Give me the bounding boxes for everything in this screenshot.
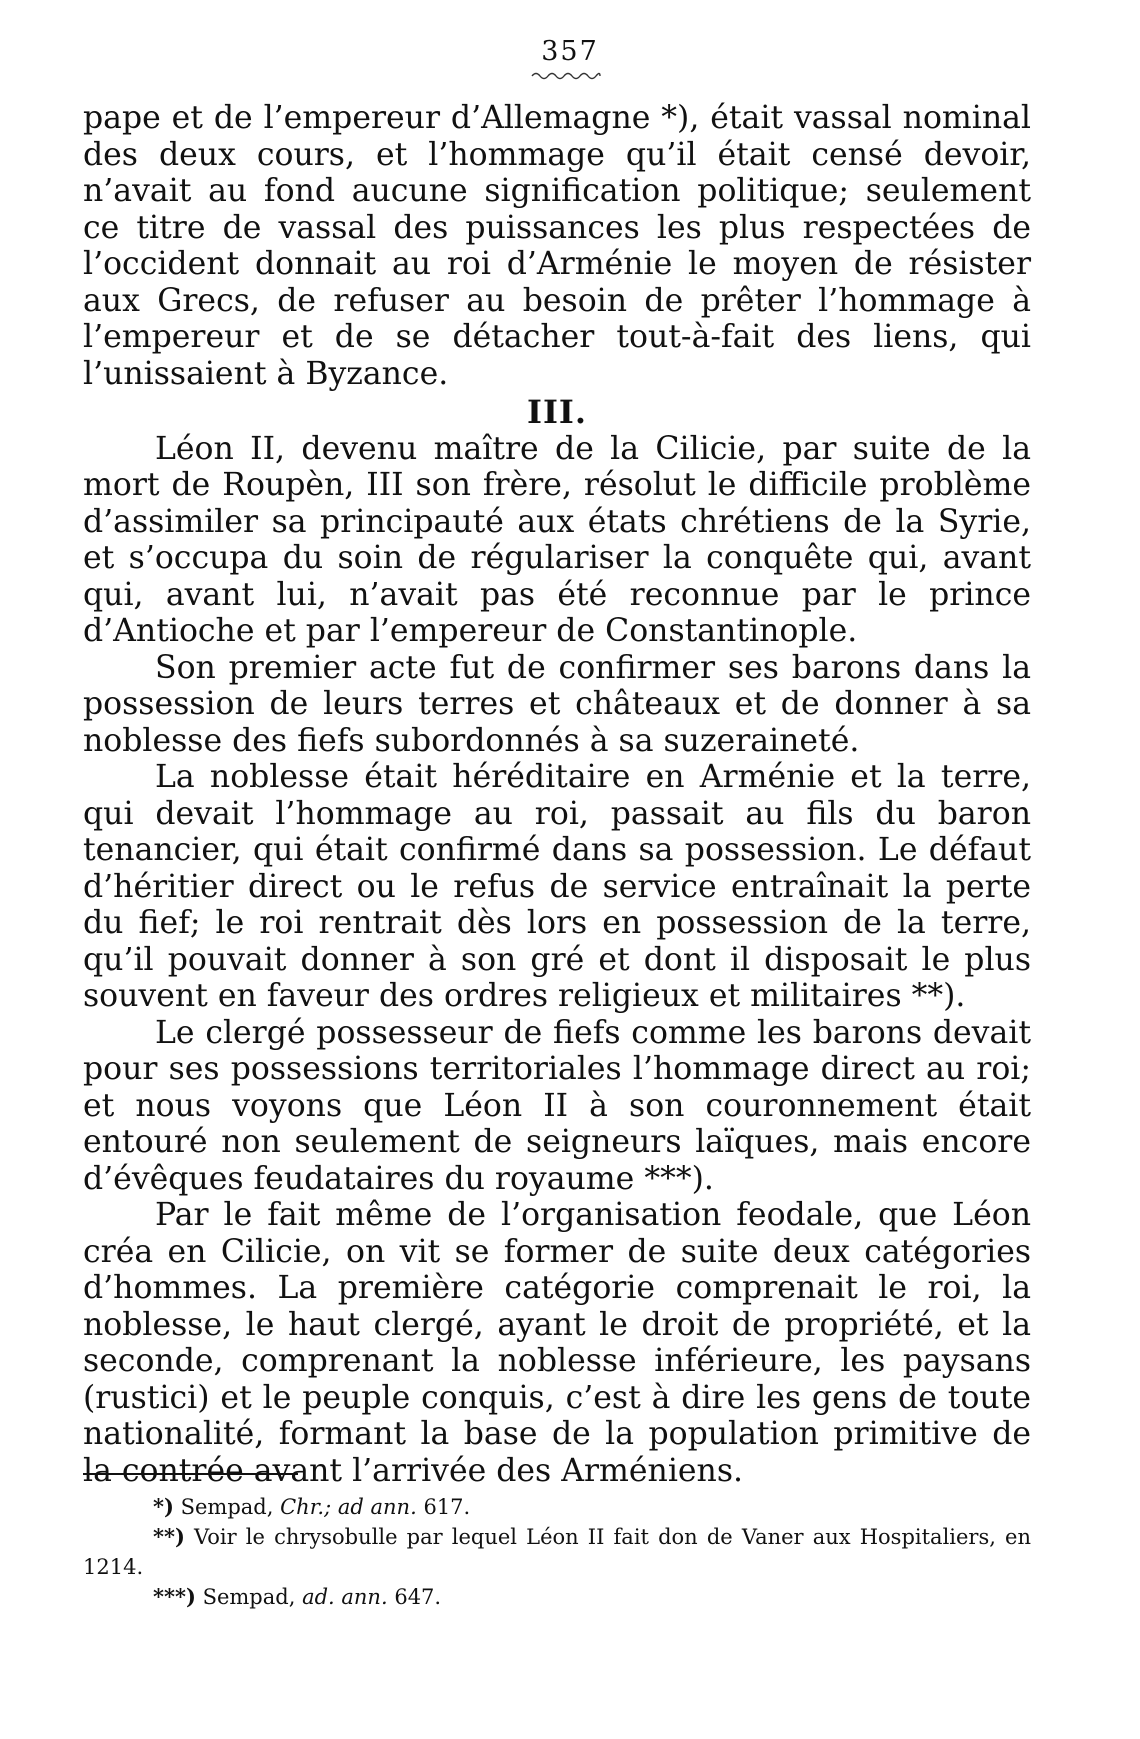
paragraph-5: Le clergé possesseur de fiefs comme les barons devait pour ses possessions territoriales l’hommage direct au roi; et nous voyons que Léon II à son couronnement était entouré non seulement de seigneurs laïques, mais encore d’évêques feudataires du royaume ***). xyxy=(83,1014,1031,1197)
footnote-divider xyxy=(83,1473,298,1475)
footnotes xyxy=(83,1492,1031,1612)
section-heading: III. xyxy=(526,393,588,431)
paragraph-3: Son premier acte fut de confirmer ses barons dans la possession de leurs terres et châteaux et de donner à sa noblesse des fiefs subordonnés à sa suzeraineté. xyxy=(83,649,1031,759)
footnote-author: Sempad, xyxy=(180,1495,274,1519)
footnote-work: Chr.; xyxy=(280,1495,332,1519)
paragraph-1: pape et de l’empereur d’Allemagne *), était vassal nominal des deux cours, et l’hommage qu’il était censé devoir, n’avait au fond aucune signification politique; seulement ce titre de vassal des puissances les plus respectées de l’occident donnait au roi d’Arménie le moyen de résister aux Grecs, de refuser au besoin de prêter l’hommage à l’empereur et de se détacher tout-à-fait des liens, qui l’unissaient à Byzance. xyxy=(83,100,1031,392)
footnote-mark: **) xyxy=(153,1524,185,1549)
footnote-ref: ad ann. xyxy=(337,1495,417,1519)
footnote-ref: ad. ann. xyxy=(302,1585,388,1609)
footnote-2 xyxy=(83,1522,1031,1582)
footnote-text: Voir le chrysobulle par lequel Léon II fait don de Vaner aux Hospitaliers, en 1214. xyxy=(83,1525,1031,1579)
footnote-1 xyxy=(83,1492,1031,1522)
footnote-mark: *) xyxy=(153,1494,174,1519)
page-number: 357 xyxy=(541,36,599,67)
body-text xyxy=(83,100,1031,1489)
paragraph-6: Par le fait même de l’organisation feodale, que Léon créa en Cilicie, on vit se former de suite deux catégories d’hommes. La première catégorie comprenait le roi, la noblesse, le haut clergé, ayant le droit de propriété, et la seconde, comprenant la noblesse inférieure, les paysans (rustici) et le peuple conquis, c’est à dire les gens de toute nationalité, formant la base de la population primitive de la contrée avant l’arrivée des Arméniens. xyxy=(83,1197,1031,1489)
paragraph-4: La noblesse était héréditaire en Arménie et la terre, qui devait l’hommage au roi, passait au fils du baron tenancier, qui était confirmé dans sa possession. Le défaut d’héritier direct ou le refus de service entraînait la perte du fief; le roi rentrait dès lors en possession de la terre, qu’il pouvait donner à son gré et dont il disposait le plus souvent en faveur des ordres religieux et militaires **). xyxy=(83,759,1031,1014)
paragraph-2: Léon II, devenu maître de la Cilicie, par suite de la mort de Roupèn, III son frère, résolut le difficile problème d’assimiler sa principauté aux états chrétiens de la Syrie, et s’occupa du soin de régulariser la conquête qui, avant qui, avant lui, n’avait pas été reconnue par le prince d’Antioche et par l’empereur de Constantinople. xyxy=(83,430,1031,649)
footnote-3 xyxy=(83,1582,1031,1612)
footnote-rest: 617. xyxy=(423,1495,471,1519)
footnote-author: Sempad, xyxy=(202,1585,296,1609)
footnote-mark: ***) xyxy=(153,1584,196,1609)
page-number-ornament xyxy=(530,70,602,80)
footnote-rest: 647. xyxy=(394,1585,442,1609)
